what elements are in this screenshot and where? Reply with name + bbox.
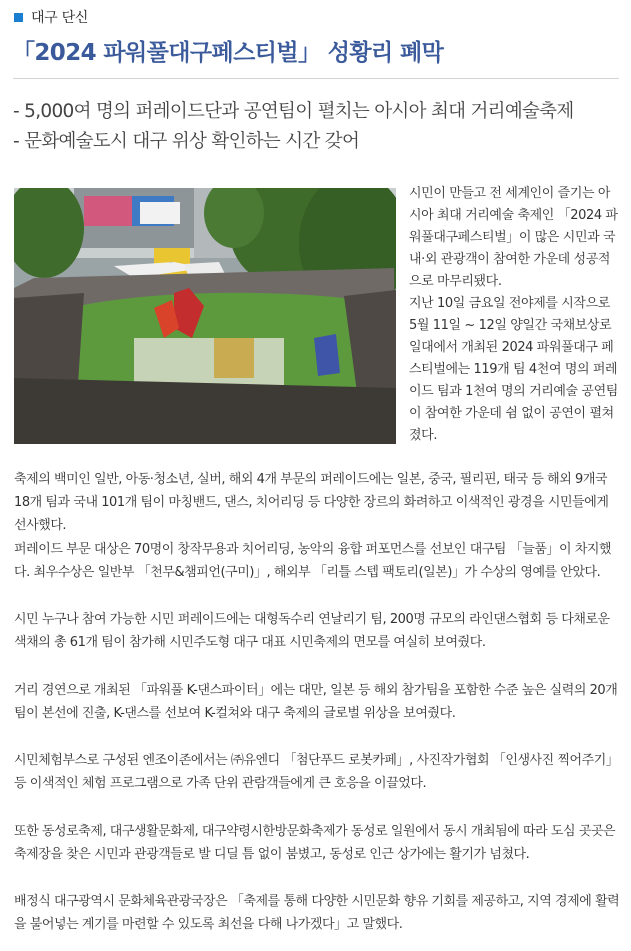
festival-photo bbox=[14, 188, 396, 444]
festival-photo-image bbox=[14, 188, 396, 444]
subtitle-1: - 5,000여 명의 퍼레이드단과 공연팀이 펼치는 아시아 최대 거리예술축제 bbox=[13, 101, 574, 122]
headline-divider bbox=[13, 78, 619, 79]
body-paragraph-1: 축제의 백미인 일반, 아동·청소년, 실버, 해외 4개 부문의 퍼레이드에는 일본, 중국, 필리핀, 태국 등 해외 9개국 18개 팀과 국내 101개 팀이 마칭밴드, 댄스, 치어리딩 등 다양한 장르의 화려하고 이색적인 광경을 시민들에게 선사했다. bbox=[14, 472, 609, 533]
article-headline: 「2024 파워풀대구페스티벌」 성황리 폐막 bbox=[12, 40, 444, 66]
body-paragraph-2: 퍼레이드 부문 대상은 70명이 창작무용과 치어리딩, 농악의 융합 퍼포먼스를 선보인 대구팀 「늘품」이 차지했다. 최우수상은 일반부 「천무&챔피언(구미)」, 해외부 「리틀 스텝 팩토리(일본)」가 수상의 영예를 안았다. bbox=[14, 542, 612, 580]
section-label: 대구 단신 bbox=[31, 10, 89, 26]
body-paragraph-7: 배정식 대구광역시 문화체육관광국장은 「축제를 통해 다양한 시민문화 향유 기회를 제공하고, 지역 경제에 활력을 불어넣는 계기를 마련할 수 있도록 최선을 다해 나가겠다」고 말했다. bbox=[14, 894, 620, 932]
body-paragraph-5: 시민체험부스로 구성된 엔조이존에서는 ㈜유엔디 「첨단푸드 로봇카페」, 사진작가협회 「인생사진 찍어주기」 등 이색적인 체험 프로그램으로 가족 단위 관람객들에게 큰 호응을 이끌었다. bbox=[14, 753, 619, 791]
body-paragraph-3: 시민 누구나 참여 가능한 시민 퍼레이드에는 대형독수리 연날리기 팀, 200명 규모의 라인댄스협회 등 다채로운 색채의 총 61개 팀이 참가해 시민주도형 대구 대표 시민축제의 면모를 여실히 보여줬다. bbox=[14, 612, 610, 650]
body-paragraph-6: 또한 동성로축제, 대구생활문화제, 대구약령시한방문화축제가 동성로 일원에서 동시 개최됨에 따라 도심 곳곳은 축제장을 찾은 시민과 관광객들로 발 디딜 틈 없이 붐볐고, 동성로 인근 상가에는 활기가 넘쳤다. bbox=[14, 824, 616, 862]
body-paragraph-4: 거리 경연으로 개최된 「파워풀 K-댄스파이터」에는 대만, 일본 등 해외 참가팀을 포함한 수준 높은 실력의 20개 팀이 본선에 진출, K-댄스를 선보여 K-컬쳐와 대구 축제의 글로벌 위상을 보여줬다. bbox=[14, 683, 618, 721]
lead-text bbox=[409, 183, 621, 447]
article-subtitles bbox=[13, 97, 574, 157]
lead-paragraph-1: 시민이 만들고 전 세계인이 즐기는 아시아 최대 거리예술 축제인 「2024 파워풀대구페스티벌」이 많은 시민과 국내·외 관광객이 참여한 가운데 성공적으로 마무리됐다. bbox=[409, 186, 618, 289]
section-tag bbox=[14, 8, 88, 26]
lead-paragraph-2: 지난 10일 금요일 전야제를 시작으로 5월 11일 ~ 12일 양일간 국채보상로 일대에서 개최된 2024 파워풀대구 페스티벌에는 119개 팀 4천여 명의 퍼레이드 팀과 1천여 명의 거리예술 공연팀이 참여한 가운데 쉼 없이 공연이 펼쳐졌다. bbox=[409, 296, 618, 443]
section-square-icon bbox=[14, 13, 23, 22]
subtitle-2: - 문화예술도시 대구 위상 확인하는 시간 갖어 bbox=[13, 131, 360, 152]
